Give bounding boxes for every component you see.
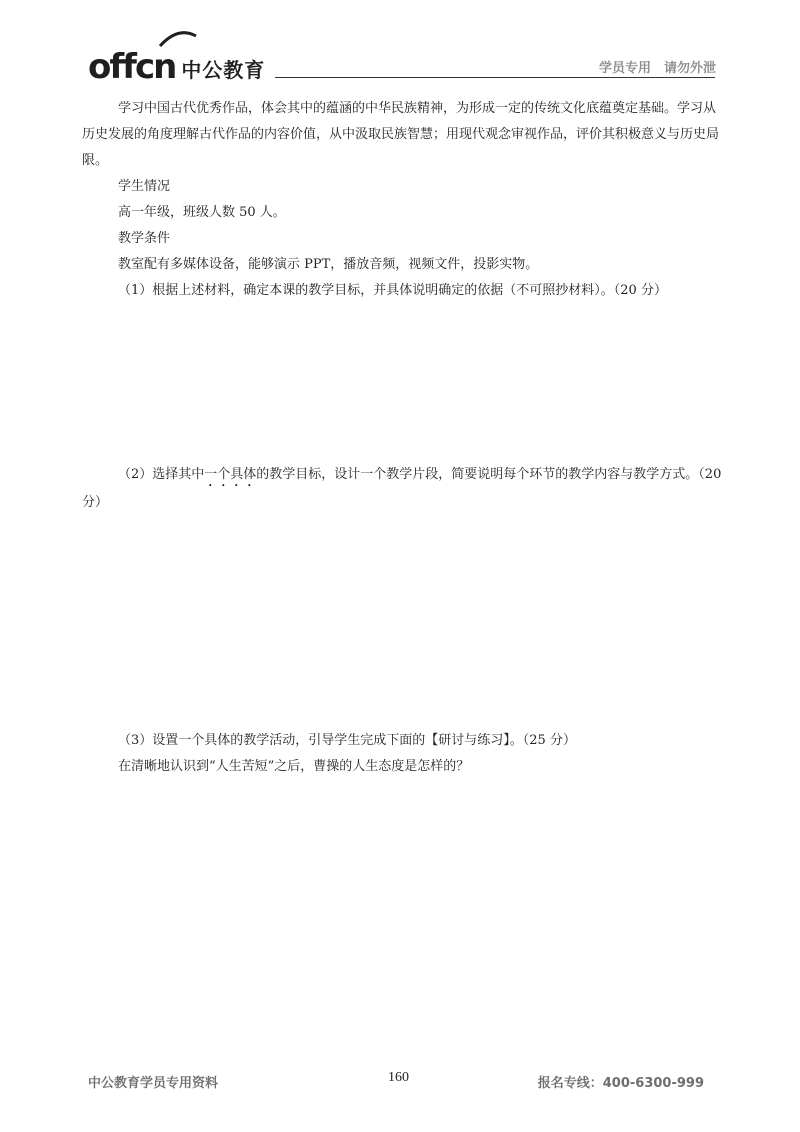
header-divider — [275, 77, 715, 78]
document-body — [82, 96, 722, 304]
logo-wordmark: offcn — [88, 47, 176, 87]
question-3-text: （3）设置一个具体的教学活动，引导学生完成下面的【研讨与练习】。（25 分） — [118, 733, 576, 748]
question-2-emphasis: 一个具体 — [204, 467, 257, 482]
page-footer — [0, 1066, 800, 1096]
page-number: 160 — [388, 1070, 409, 1085]
question-1: （1）根据上述材料，确定本课的教学目标，并具体说明确定的依据（不可照抄材料）。（20 分） — [118, 283, 667, 298]
conditions-text: 教室配有多媒体设备，能够演示 PPT，播放音频，视频文件，投影实物。 — [118, 257, 539, 272]
objective-paragraph: 学习中国古代优秀作品，体会其中的蕴涵的中华民族精神，为形成一定的传统文化底蕴奠定基础。学习从历史发展的角度理解古代作品的内容价值，从中汲取民族智慧；用现代观念审视作品，评价其积极意义与历史局限。 — [82, 101, 720, 168]
conditions-heading: 教学条件 — [118, 231, 171, 246]
question-3-prompt: 在清晰地认识到“人生苦短”之后，曹操的人生态度是怎样的？ — [118, 759, 470, 774]
question-2-part-b: 的教学目标，设计一个教学片段，简要说明每个环节的教学内容与教学方式。（20 分） — [82, 467, 726, 510]
student-text: 高一年级，班级人数 50 人。 — [118, 205, 286, 220]
footer-hotline: 报名专线：400-6300-999 — [537, 1076, 704, 1091]
page-header — [0, 0, 800, 90]
footer-material-label: 中公教育学员专用资料 — [88, 1076, 219, 1091]
logo-chinese-name: 中公教育 — [181, 58, 266, 82]
header-confidential-tag: 学员专用 请勿外泄 — [598, 61, 716, 76]
offcn-logo — [88, 44, 266, 87]
question-2 — [82, 462, 726, 516]
question-3 — [82, 728, 722, 780]
logo-swoosh-icon — [158, 30, 198, 48]
student-heading: 学生情况 — [118, 179, 171, 194]
question-2-part-a: （2）选择其中 — [118, 467, 205, 482]
